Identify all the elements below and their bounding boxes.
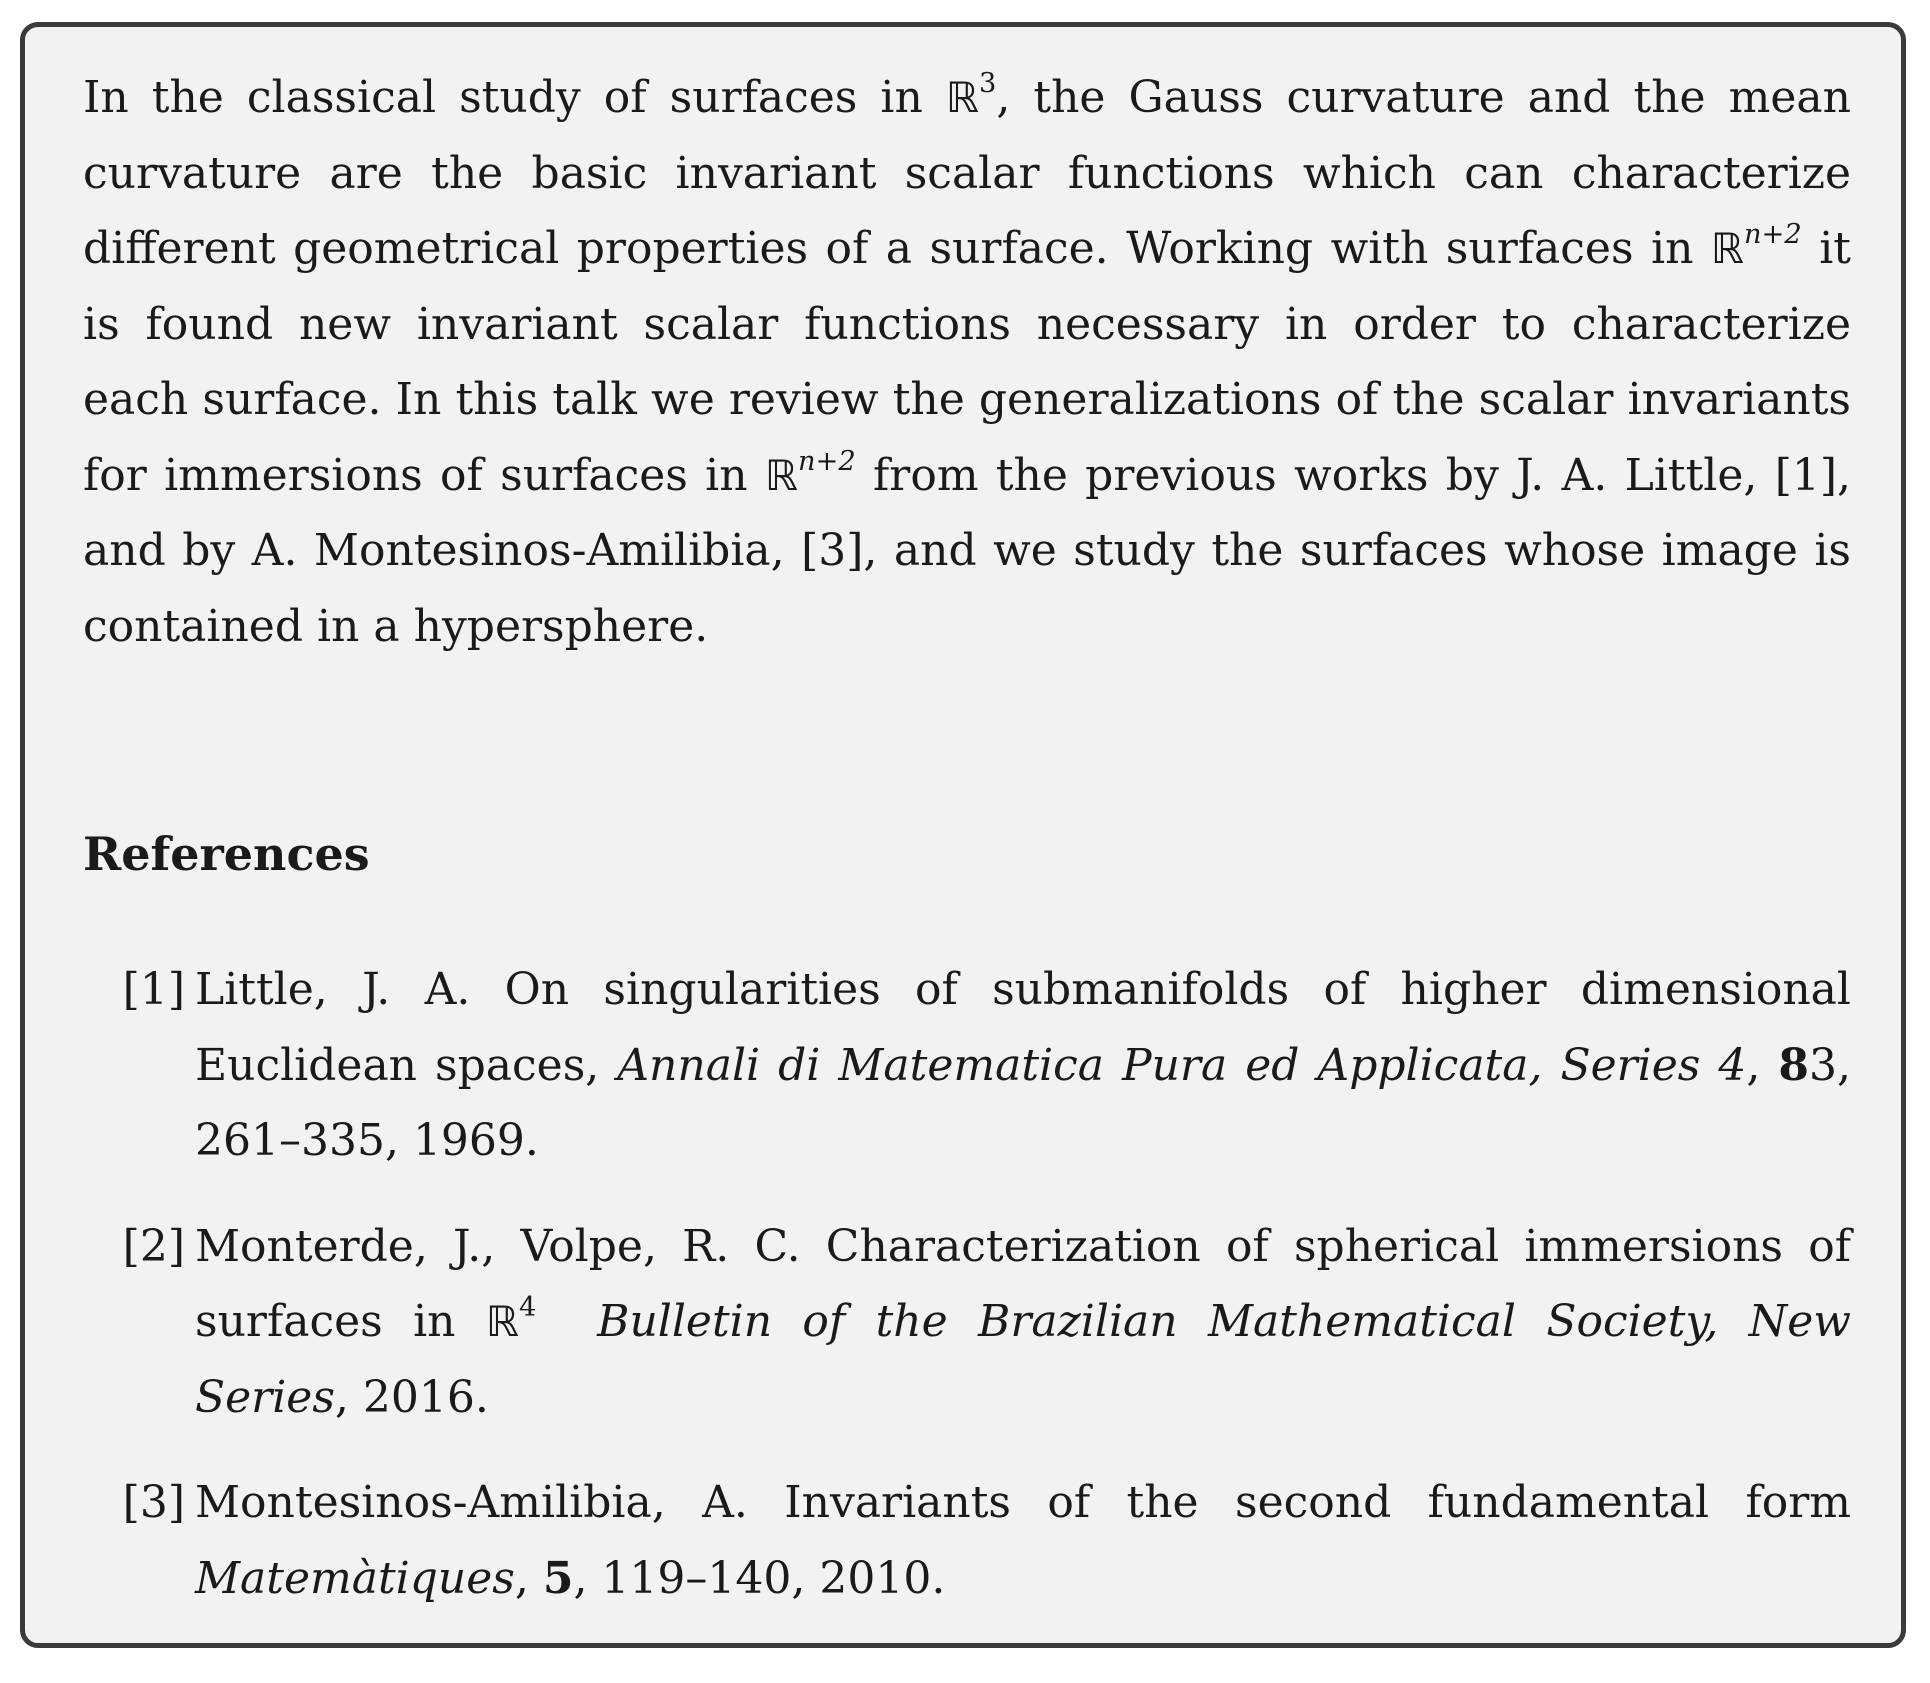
- math-rn-base: ℝ: [1710, 224, 1744, 273]
- reference-text: [195, 952, 1851, 1179]
- math-rn-exponent: n+2: [1744, 219, 1802, 251]
- references-heading: References: [83, 827, 370, 881]
- math-r3-exponent: 3: [979, 68, 997, 100]
- abstract-paragraph: [83, 60, 1851, 664]
- reference-authors-title: Little, J. A. On singularities of submanifolds of higher dimensional Euclidean spaces,: [195, 964, 1851, 1091]
- reference-authors-title: Monterde, J., Volpe, R. C. Characterization of spherical immersions of surfaces in: [195, 1220, 1851, 1347]
- reference-number: [1]: [122, 964, 185, 1015]
- reference-authors-title: Montesinos-Amilibia, A. Invariants of the second fundamental form: [195, 1477, 1851, 1528]
- abstract-text-3: it is found new invariant scalar functions necessary in order to characterize each surface. In this talk we review the generalizations of the scalar invariants for immersions of surfaces in: [83, 223, 1851, 501]
- reference-list: [83, 952, 1851, 1646]
- reference-item-3: [83, 1465, 1851, 1616]
- math-r4-base: ℝ: [485, 1297, 519, 1346]
- reference-item-2: [83, 1209, 1851, 1436]
- reference-pages-year: , 119–140, 2010.: [573, 1552, 946, 1604]
- reference-journal: Annali di Matematica Pura ed Applicata, Series 4: [617, 1039, 1747, 1091]
- reference-year: , 2016.: [334, 1371, 489, 1423]
- abstract-text-1: In the classical study of surfaces in: [83, 72, 946, 123]
- math-r3-base: ℝ: [945, 73, 979, 122]
- reference-journal: Matemàtiques: [195, 1552, 515, 1604]
- reference-journal: Bulletin of the Brazilian Mathematical Society, New Series: [195, 1296, 1851, 1423]
- reference-separator: ,: [514, 1552, 543, 1604]
- reference-volume: 5: [542, 1552, 574, 1604]
- reference-volume: 8: [1778, 1039, 1810, 1091]
- reference-separator: ,: [1746, 1039, 1779, 1091]
- reference-text: [195, 1209, 1851, 1436]
- abstract-text-4: from the previous works by J. A. Little, [1], and by A. Montesinos-Amilibia, [3], and we study the surfaces whose image is contained in a hypersphere.: [83, 449, 1852, 652]
- reference-gap: [536, 1296, 597, 1347]
- math-r4-exponent: 4: [519, 1292, 537, 1324]
- reference-item-1: [83, 952, 1851, 1179]
- abstract-text-2: , the Gauss curvature and the mean curvature are the basic invariant scalar functions which can characterize different geometrical properties of a surface. Working with surfaces in: [83, 72, 1851, 274]
- reference-text: [195, 1465, 1851, 1616]
- reference-number: [3]: [122, 1477, 185, 1528]
- reference-pages-year: 3, 261–335, 1969.: [195, 1039, 1852, 1166]
- reference-number: [2]: [122, 1220, 185, 1272]
- math-rn2-exponent: n+2: [797, 445, 856, 477]
- math-rn2-base: ℝ: [764, 450, 798, 500]
